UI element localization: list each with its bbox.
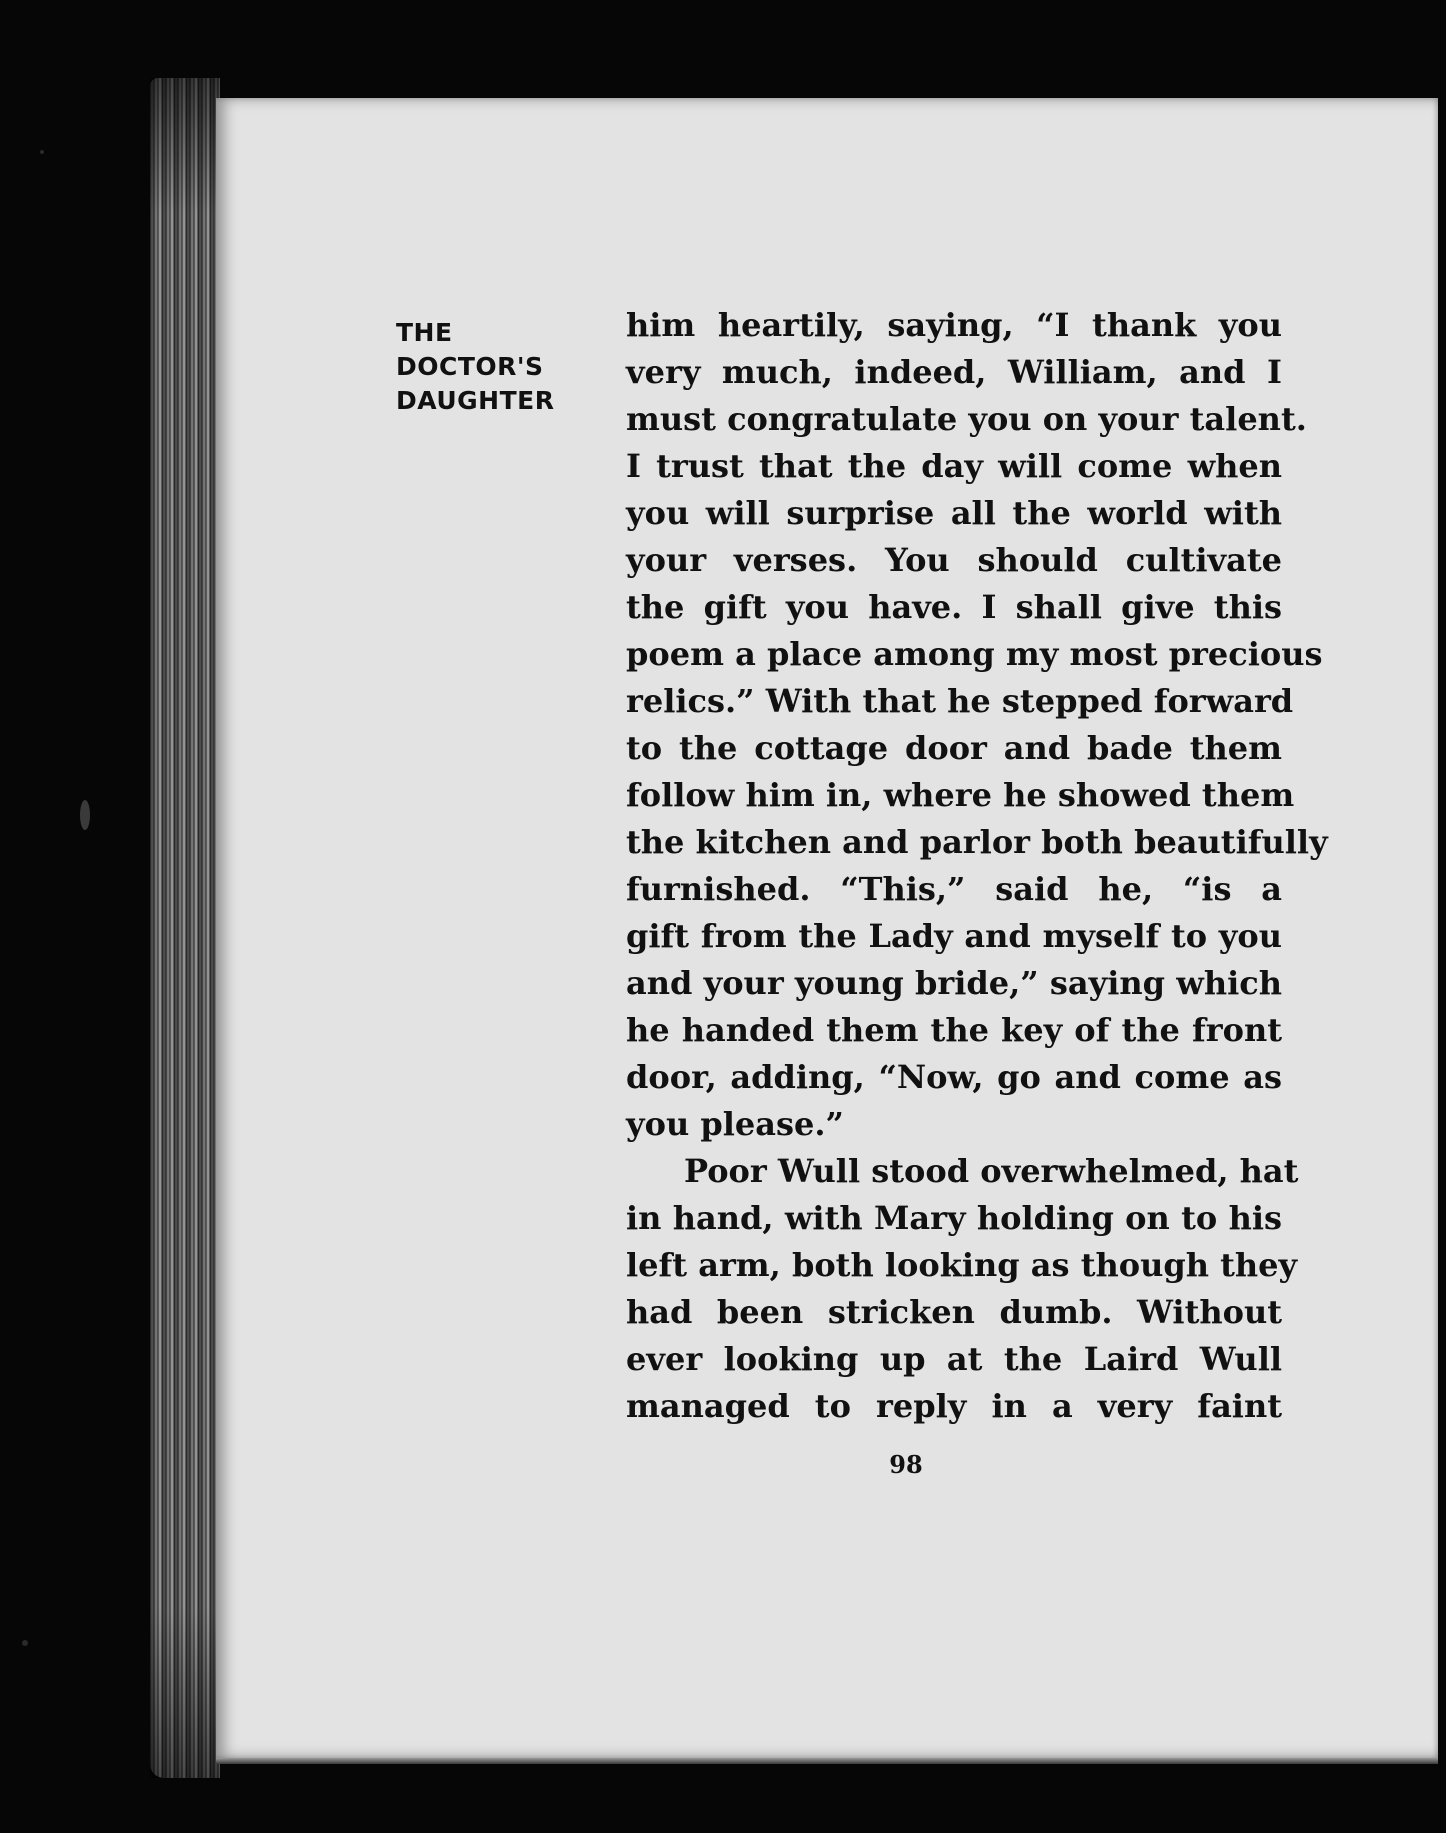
text-line: him heartily, saying, “I thank you xyxy=(626,306,1282,344)
text-line: the gift you have. I shall give this xyxy=(626,588,1282,626)
text-line: door, adding, “Now, go and come as xyxy=(626,1058,1282,1096)
page-edges xyxy=(150,78,220,1778)
page-bottom-edge xyxy=(216,1758,1438,1764)
text-line: relics.” With that he stepped forward xyxy=(626,682,1294,720)
scan-speck xyxy=(40,150,44,154)
page xyxy=(216,98,1438,1758)
text-line: I trust that the day will come when xyxy=(626,447,1282,485)
running-head-line: THE xyxy=(396,318,453,347)
text-line: very much, indeed, William, and I xyxy=(626,353,1282,391)
running-head-line: DAUGHTER xyxy=(396,386,555,415)
text-line: left arm, both looking as though they xyxy=(626,1246,1298,1284)
text-line: he handed them the key of the front xyxy=(626,1011,1282,1049)
text-line: ever looking up at the Laird Wull xyxy=(626,1340,1282,1378)
text-line: must congratulate you on your talent. xyxy=(626,400,1307,438)
running-head xyxy=(396,316,626,418)
page-number: 98 xyxy=(889,1450,923,1479)
text-line: had been stricken dumb. Without xyxy=(626,1293,1282,1331)
book-scan xyxy=(150,78,1442,1778)
scan-speck xyxy=(80,800,90,830)
text-line: the kitchen and parlor both beautifully xyxy=(626,823,1328,861)
text-line: managed to reply in a very faint xyxy=(626,1387,1282,1425)
text-line: and your young bride,” saying which xyxy=(626,964,1282,1002)
body-text xyxy=(626,302,1328,1430)
text-line: you will surprise all the world with xyxy=(626,494,1282,532)
text-line: poem a place among my most precious xyxy=(626,635,1323,673)
text-line: furnished. “This,” said he, “is a xyxy=(626,870,1282,908)
text-line: to the cottage door and bade them xyxy=(626,729,1282,767)
text-line: in hand, with Mary holding on to his xyxy=(626,1199,1282,1237)
text-line: your verses. You should cultivate xyxy=(626,541,1282,579)
text-line: gift from the Lady and myself to you xyxy=(626,917,1282,955)
running-head-line: DOCTOR'S xyxy=(396,352,544,381)
scan-speck xyxy=(22,1640,28,1646)
text-line: you please.” xyxy=(626,1105,844,1143)
text-line: follow him in, where he showed them xyxy=(626,776,1295,814)
text-line: Poor Wull stood overwhelmed, hat xyxy=(684,1152,1299,1190)
